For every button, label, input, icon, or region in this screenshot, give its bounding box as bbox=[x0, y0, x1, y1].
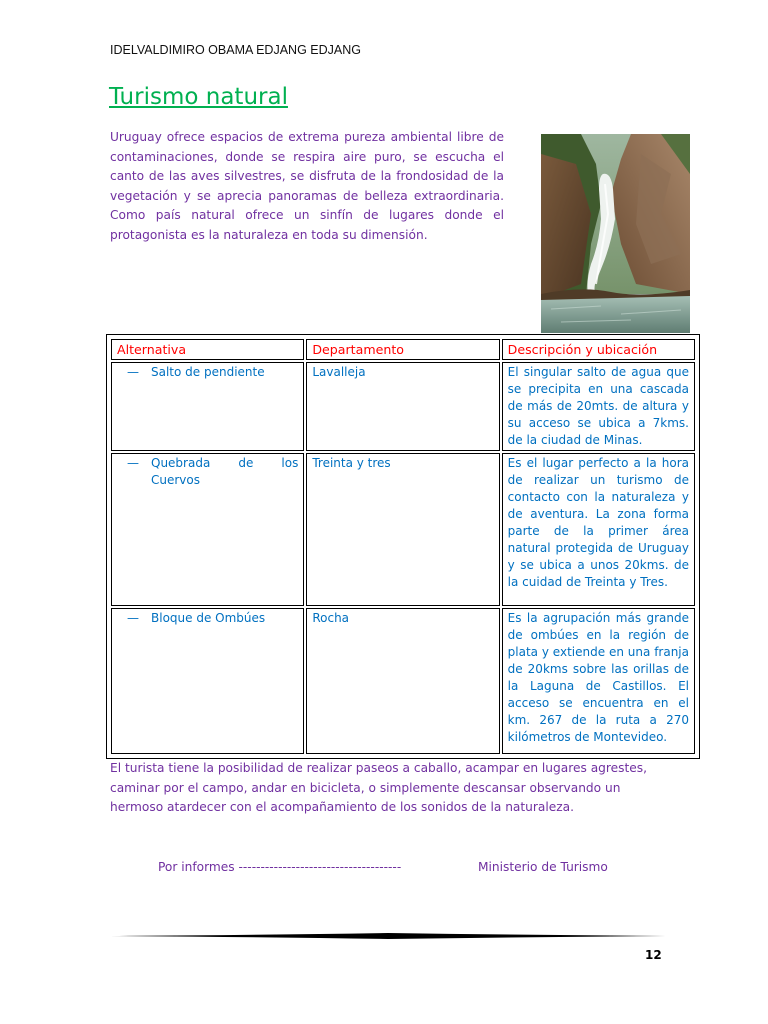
page-title: Turismo natural bbox=[109, 84, 288, 110]
table-row bbox=[111, 453, 695, 606]
alternativa-text: Salto de pendiente bbox=[151, 365, 265, 379]
bullet-dash: — bbox=[127, 611, 139, 625]
header-descripcion: Descripción y ubicación bbox=[502, 339, 695, 360]
page-number: 12 bbox=[645, 948, 662, 962]
waterfall-photo bbox=[541, 134, 690, 333]
author-header: IDELVALDIMIRO OBAMA EDJANG EDJANG bbox=[110, 43, 361, 57]
alternativa-text: Quebrada de los Cuervos bbox=[151, 456, 299, 487]
alternativa-cell bbox=[111, 453, 304, 606]
closing-paragraph: El turista tiene la posibilidad de realizar paseos a caballo, acampar en lugares agrestes, caminar por el campo, andar en bicicleta, o simplemente descansar observando un hermoso atardecer con el acompañamiento de los sonidos de la naturaleza. bbox=[110, 761, 647, 814]
descripcion-cell: Es la agrupación más grande de ombúes en la región de plata y extiende en una franja de 20kms sobre las orillas de la Laguna de Castillos. El acceso se encuentra en el km. 267 de la ruta a 270 kilómetros de Montevideo. bbox=[502, 608, 695, 754]
footer-rule bbox=[110, 931, 666, 941]
alternativa-cell bbox=[111, 608, 304, 754]
footer-label: Por informes ------------------------------------- bbox=[158, 860, 402, 874]
departamento-cell: Lavalleja bbox=[306, 362, 499, 451]
tourism-table bbox=[106, 334, 700, 759]
bullet-dash: — bbox=[127, 365, 139, 379]
header-alternativa: Alternativa bbox=[111, 339, 304, 360]
alternativa-cell bbox=[111, 362, 304, 451]
footer-source: Ministerio de Turismo bbox=[478, 860, 608, 874]
departamento-cell: Rocha bbox=[306, 608, 499, 754]
departamento-cell: Treinta y tres bbox=[306, 453, 499, 606]
header-departamento: Departamento bbox=[306, 339, 499, 360]
table-row bbox=[111, 608, 695, 754]
table-row bbox=[111, 362, 695, 451]
alternativa-text: Bloque de Ombúes bbox=[151, 611, 266, 625]
descripcion-cell: El singular salto de agua que se precipita en una cascada de más de 20mts. de altura y su acceso se ubica a 7kms. de la ciudad de Minas. bbox=[502, 362, 695, 451]
descripcion-cell: Es el lugar perfecto a la hora de realizar un turismo de contacto con la naturaleza y de aventura. La zona forma parte de la primer área natural protegida de Uruguay y se ubica a unos 20kms. de la cuidad de Treinta y Tres. bbox=[502, 453, 695, 606]
intro-paragraph: Uruguay ofrece espacios de extrema pureza ambiental libre de contaminaciones, donde se respira aire puro, se escucha el canto de las aves silvestres, se disfruta de la frondosidad de la vegetación y se aprecia panoramas de belleza extraordinaria. Como país natural ofrece un sinfín de lugares donde el protagonista es la naturaleza en toda su dimensión. bbox=[110, 130, 504, 242]
bullet-dash: — bbox=[127, 456, 139, 470]
